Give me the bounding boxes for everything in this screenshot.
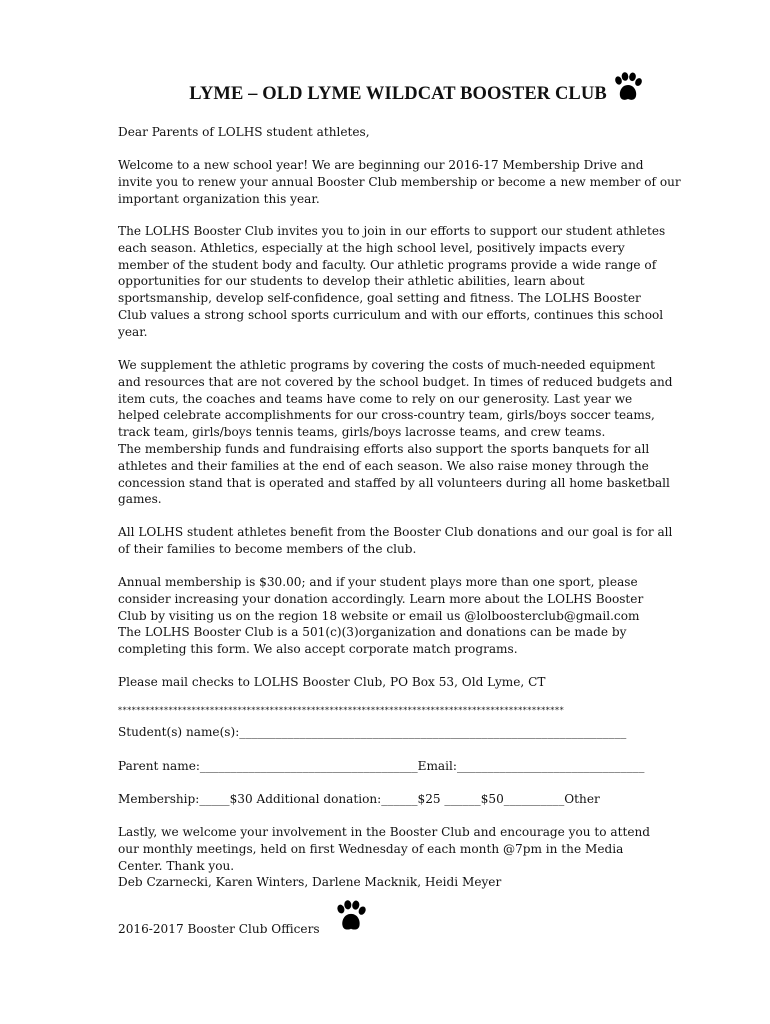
closing-line: our monthly meetings, held on first Wednesday of each month @7pm in the Media (118, 841, 624, 856)
invite-line: each season. Athletics, especially at the high school level, positively impacts every (118, 240, 625, 255)
membership-paragraph (118, 574, 643, 658)
invite-line: sportsmanship, develop self-confidence, goal setting and fitness. The LOLHS Booster (118, 291, 641, 306)
supplement-paragraph (118, 357, 673, 508)
supplement-line: helped celebrate accomplishments for our cross-country team, girls/boys soccer teams, (118, 408, 655, 423)
parent-email-field[interactable]: Parent name:____________________________________Email:_______________________________ (118, 759, 645, 773)
page-title: LYME – OLD LYME WILDCAT BOOSTER CLUB (189, 84, 607, 104)
membership-line: Club by visiting us on the region 18 website or email us @lolboosterclub@gmail.com (118, 608, 640, 623)
mail-instructions: Please mail checks to LOLHS Booster Club, PO Box 53, Old Lyme, CT (118, 675, 546, 689)
supplement-line: athletes and their families at the end of each season. We also raise money through the (118, 458, 649, 473)
intro-line: Welcome to a new school year! We are beginning our 2016-17 Membership Drive and (118, 158, 644, 172)
closing-paragraph (118, 824, 650, 891)
supplement-line: concession stand that is operated and staffed by all volunteers during all home basketball (118, 475, 670, 490)
membership-donation-field[interactable]: Membership:_____$30 Additional donation:______$25 ______$50__________Other (118, 792, 600, 806)
paw-print-icon (334, 900, 368, 934)
supplement-line: item cuts, the coaches and teams have come to rely on our generosity. Last year we (118, 391, 633, 406)
intro-paragraph (118, 157, 681, 207)
officer-names: Deb Czarnecki, Karen Winters, Darlene Macknik, Heidi Meyer (118, 875, 502, 890)
benefit-line: of their families to become members of the club. (118, 541, 417, 556)
invite-line: Club values a strong school sports curriculum and with our efforts, continues this school (118, 307, 664, 322)
supplement-line: track team, girls/boys tennis teams, girls/boys lacrosse teams, and crew teams. (118, 425, 606, 440)
invite-line: year. (118, 324, 148, 339)
membership-line: consider increasing your donation accordingly. Learn more about the LOLHS Booster (118, 591, 644, 606)
closing-line: Lastly, we welcome your involvement in the Booster Club and encourage you to attend (118, 825, 651, 839)
invite-paragraph (118, 223, 665, 341)
invite-line: opportunities for our students to develop their athletic abilities, learn about (118, 274, 585, 289)
paw-print-icon (612, 72, 644, 104)
supplement-line: games. (118, 492, 162, 507)
officers-caption: 2016-2017 Booster Club Officers (118, 922, 320, 936)
membership-line: completing this form. We also accept corporate match programs. (118, 642, 518, 657)
separator-line: ************************************************************************************************* (118, 706, 565, 715)
greeting: Dear Parents of LOLHS student athletes, (118, 125, 370, 139)
membership-line: The LOLHS Booster Club is a 501(c)(3)organization and donations can be made by (118, 625, 627, 640)
invite-line: The LOLHS Booster Club invites you to join in our efforts to support our student athletes (118, 224, 666, 238)
closing-line: Center. Thank you. (118, 858, 235, 873)
student-names-field[interactable]: Student(s) name(s):________________________________________________________________ (118, 725, 627, 739)
intro-line: important organization this year. (118, 191, 320, 206)
invite-line: member of the student body and faculty. Our athletic programs provide a wide range of (118, 257, 657, 272)
membership-line: Annual membership is $30.00; and if your student plays more than one sport, please (118, 575, 638, 589)
supplement-line: and resources that are not covered by the school budget. In times of reduced budgets and (118, 374, 673, 389)
benefit-line: All LOLHS student athletes benefit from the Booster Club donations and our goal is for all (118, 525, 673, 539)
supplement-line: We supplement the athletic programs by covering the costs of much-needed equipment (118, 358, 655, 372)
intro-line: invite you to renew your annual Booster Club membership or become a new member of our (118, 174, 681, 189)
benefit-paragraph (118, 524, 672, 558)
supplement-line: The membership funds and fundraising efforts also support the sports banquets for all (118, 441, 650, 456)
